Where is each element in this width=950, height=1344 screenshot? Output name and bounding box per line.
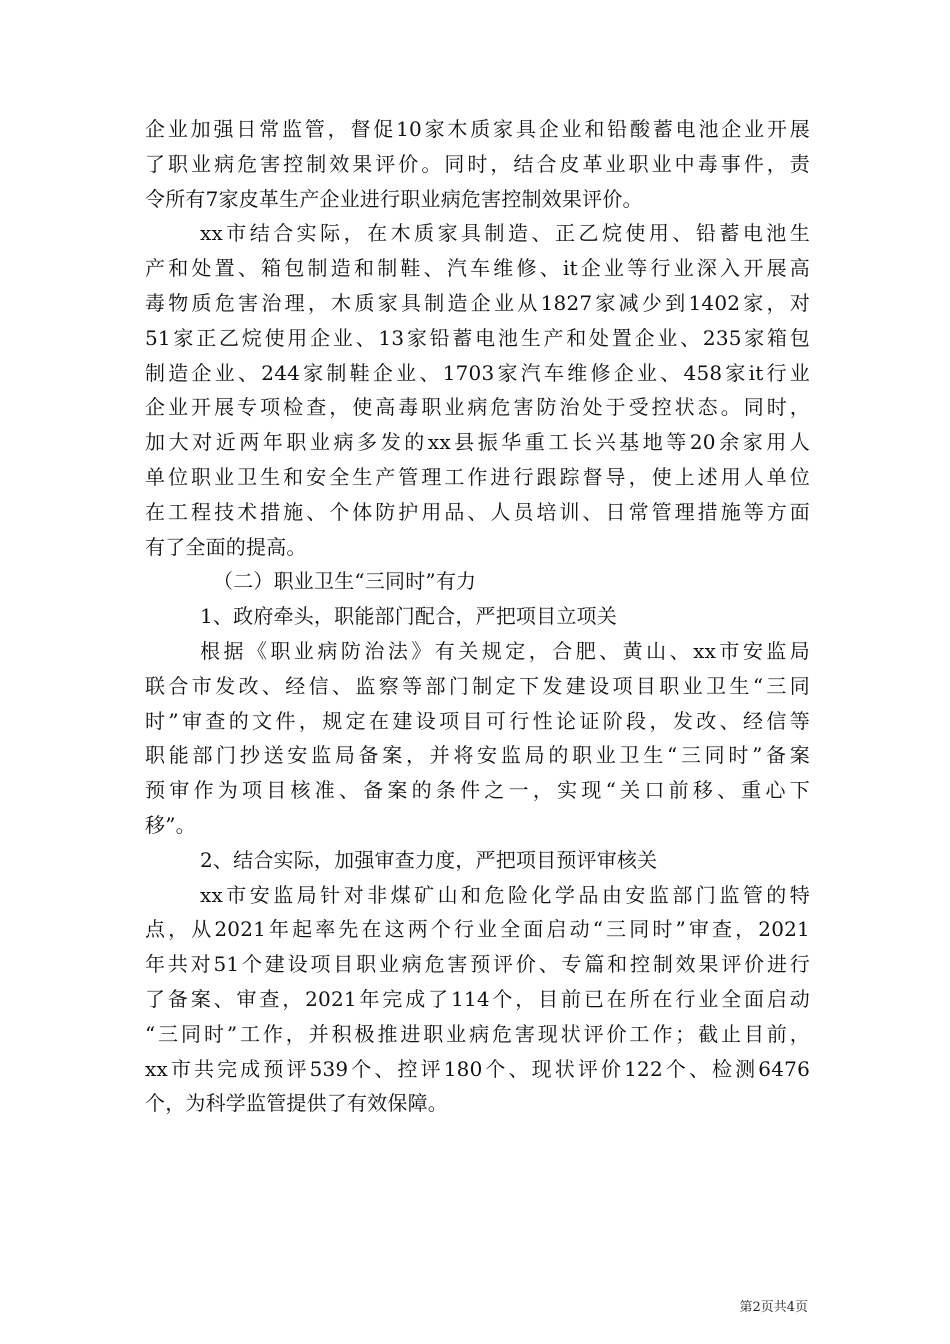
subsection-heading: 1、政府牵头，职能部门配合，严把项目立项关	[200, 604, 617, 629]
text-line: 单位职业卫生和安全生产管理工作进行跟踪督导，使上述用人单位	[145, 464, 810, 489]
text-line: 年共对51个建设项目职业病危害预评价、专篇和控制效果评价进行	[145, 952, 810, 977]
text-line: 点，从2021年起率先在这两个行业全面启动“三同时”审查，2021	[145, 917, 810, 942]
text-line: “三同时”工作，并积极推进职业病危害现状评价工作；截止目前，	[145, 1021, 810, 1046]
text-line: 有了全面的提高。	[145, 534, 307, 559]
text-line: 加大对近两年职业病多发的xx县振华重工长兴基地等20余家用人	[145, 430, 810, 455]
text-line: 企业开展专项检查，使高毒职业病危害防治处于受控状态。同时，	[145, 395, 810, 420]
text-line: 职能部门抄送安监局备案，并将安监局的职业卫生“三同时”备案	[145, 743, 810, 768]
paragraph-start: xx市安监局针对非煤矿山和危险化学品由安监部门监管的特	[200, 882, 810, 907]
paragraph-start: xx市结合实际，在木质家具制造、正乙烷使用、铅蓄电池生	[200, 221, 810, 246]
document-body	[145, 112, 810, 1121]
text-line: 51家正乙烷使用企业、13家铅蓄电池生产和处置企业、235家箱包	[145, 325, 810, 350]
section-heading: （二）职业卫生“三同时”有力	[213, 569, 477, 594]
subsection-heading: 2、结合实际，加强审查力度，严把项目预评审核关	[200, 847, 658, 872]
text-line: 企业加强日常监管，督促10家木质家具企业和铅酸蓄电池企业开展	[145, 117, 810, 141]
text-line: 制造企业、244家制鞋企业、1703家汽车维修企业、458家it行业	[145, 360, 810, 385]
text-line: 了职业病危害控制效果评价。同时，结合皮革业职业中毒事件，责	[145, 151, 810, 176]
text-line: 毒物质危害治理，木质家具制造企业从1827家减少到1402家，对	[145, 290, 810, 315]
page-number: 第2页共4页	[739, 1300, 808, 1315]
text-line: 了备案、审查，2021年完成了114个，目前已在所在行业全面启动	[145, 986, 810, 1011]
text-line: 令所有7家皮革生产企业进行职业病危害控制效果评价。	[145, 186, 643, 211]
text-line: 预审作为项目核准、备案的条件之一，实现“关口前移、重心下	[145, 778, 810, 803]
paragraph-start: 根据《职业病防治法》有关规定，合肥、黄山、xx市安监局	[200, 638, 810, 663]
text-line: 时”审查的文件，规定在建设项目可行性论证阶段，发改、经信等	[145, 708, 810, 733]
text-line: xx市共完成预评539个、控评180个、现状评价122个、检测6476	[145, 1056, 810, 1081]
text-line: 个，为科学监管提供了有效保障。	[145, 1091, 448, 1116]
text-line: 联合市发改、经信、监察等部门制定下发建设项目职业卫生“三同	[145, 673, 810, 698]
page-footer	[739, 1300, 808, 1316]
text-line: 移”。	[145, 812, 196, 837]
text-line: 产和处置、箱包制造和制鞋、汽车维修、it企业等行业深入开展高	[145, 256, 810, 281]
text-line: 在工程技术措施、个体防护用品、人员培训、日常管理措施等方面	[145, 499, 810, 524]
